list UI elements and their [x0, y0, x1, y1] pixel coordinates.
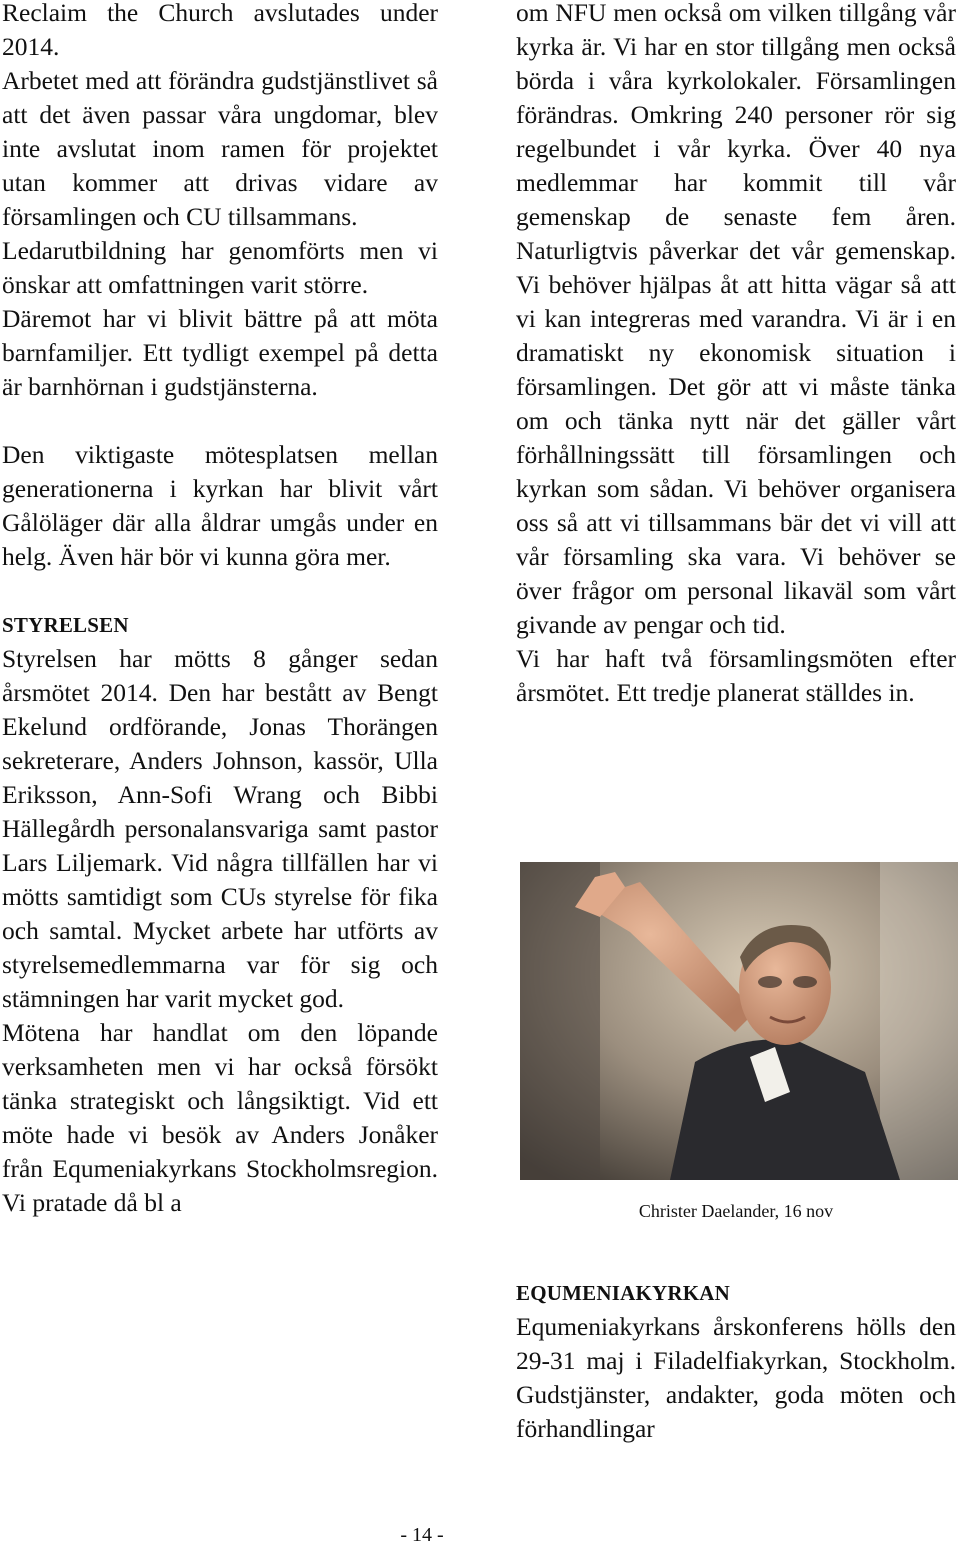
paragraph-barnfamiljer: Däremot har vi blivit bättre på att möta barnfamiljer. Ett tydligt exempel på detta är barnhörnan i gudstjänsterna. [2, 304, 438, 401]
styrelsen-heading: STYRELSEN [2, 613, 129, 637]
photo-christer-daelander [520, 862, 958, 1180]
paragraph-arskonferens: Equmeniakyrkans årskonferens hölls den 29-31 maj i Filadelfiakyrkan, Stockholm. Gudstjänster, andakter, goda möten och förhandlingar [516, 1312, 956, 1443]
paragraph-motena: Mötena har handlat om den löpande verksamheten men vi har också försökt tänka strategiskt och långsiktigt. Vid ett möte hade vi besök av Anders Jonåker från Equmeniakyrkans Stockholmsregion. Vi pratade då bl a [2, 1018, 438, 1217]
paragraph-forsamlingsmoten: Vi har haft två församlingsmöten efter årsmötet. Ett tredje planerat ställdes in. [516, 644, 956, 707]
equmeniakyrkan-section [516, 1276, 956, 1446]
paragraph-galolager: Den viktigaste mötesplatsen mellan generationerna i kyrkan har blivit vårt Gålöläger där alla åldrar umgås under en helg. Även här bör vi kunna göra mer. [2, 440, 438, 571]
photo-caption: Christer Daelander, 16 nov [638, 1201, 834, 1221]
page-number: - 14 - [400, 1524, 444, 1546]
equmeniakyrkan-heading: EQUMENIAKYRKAN [516, 1281, 730, 1305]
paragraph-gudstjanstliv: Arbetet med att förändra gudstjänstlivet så att det även passar våra ungdomar, blev inte avslutat inom ramen för projektet utan kommer att drivas vidare av församlingen och CU tillsammans. [2, 66, 438, 231]
paragraph-nfu: om NFU men också om vilken tillgång vår kyrka är. Vi har en stor tillgång men också börda i våra kyrkolokaler. Församlingen förändras. Omkring 240 personer rör sig regelbundet i vår kyrka. Över 40 nya medlemmar har kommit till vår gemenskap de senaste fem åren. Naturligtvis påverkar det vår gemenskap. Vi behöver hjälpas åt att hitta vägar så att vi kan integreras med varandra. Vi är i en dramatiskt ny ekonomisk situation i församlingen. Det gör att vi måste tänka om och tänka nytt när det gäller vårt förhållningssätt till församlingen och kyrkan som sådan. Vi behöver organisera oss så att vi tillsammans bär det vi vill att vår församling ska vara. Vi behöver se över frågor om personal likaväl som vårt givande av pengar och tid. [516, 0, 956, 639]
paragraph-ledarutbildning: Ledarutbildning har genomförts men vi önskar att omfattningen varit större. [2, 236, 438, 299]
right-column [516, 0, 956, 710]
spacer [2, 574, 438, 608]
paragraph-reclaim: Reclaim the Church avslutades under 2014. [2, 0, 438, 61]
paragraph-styrelsen: Styrelsen har mötts 8 gånger sedan årsmötet 2014. Den har bestått av Bengt Ekelund ordförande, Jonas Thorängen sekreterare, Anders Johnson, kassör, Ulla Eriksson, Ann-Sofi Wrang och Bibbi Hällegårdh personalansvariga samt pastor Lars Liljemark. Vid några tillfällen har vi mötts samtidigt som CUs styrelse för fika och samtal. Mycket arbete har utförts av styrelsemedlemmarna var för sig och stämningen har varit mycket god. [2, 644, 438, 1013]
spacer [2, 404, 438, 438]
left-column [2, 0, 438, 1220]
